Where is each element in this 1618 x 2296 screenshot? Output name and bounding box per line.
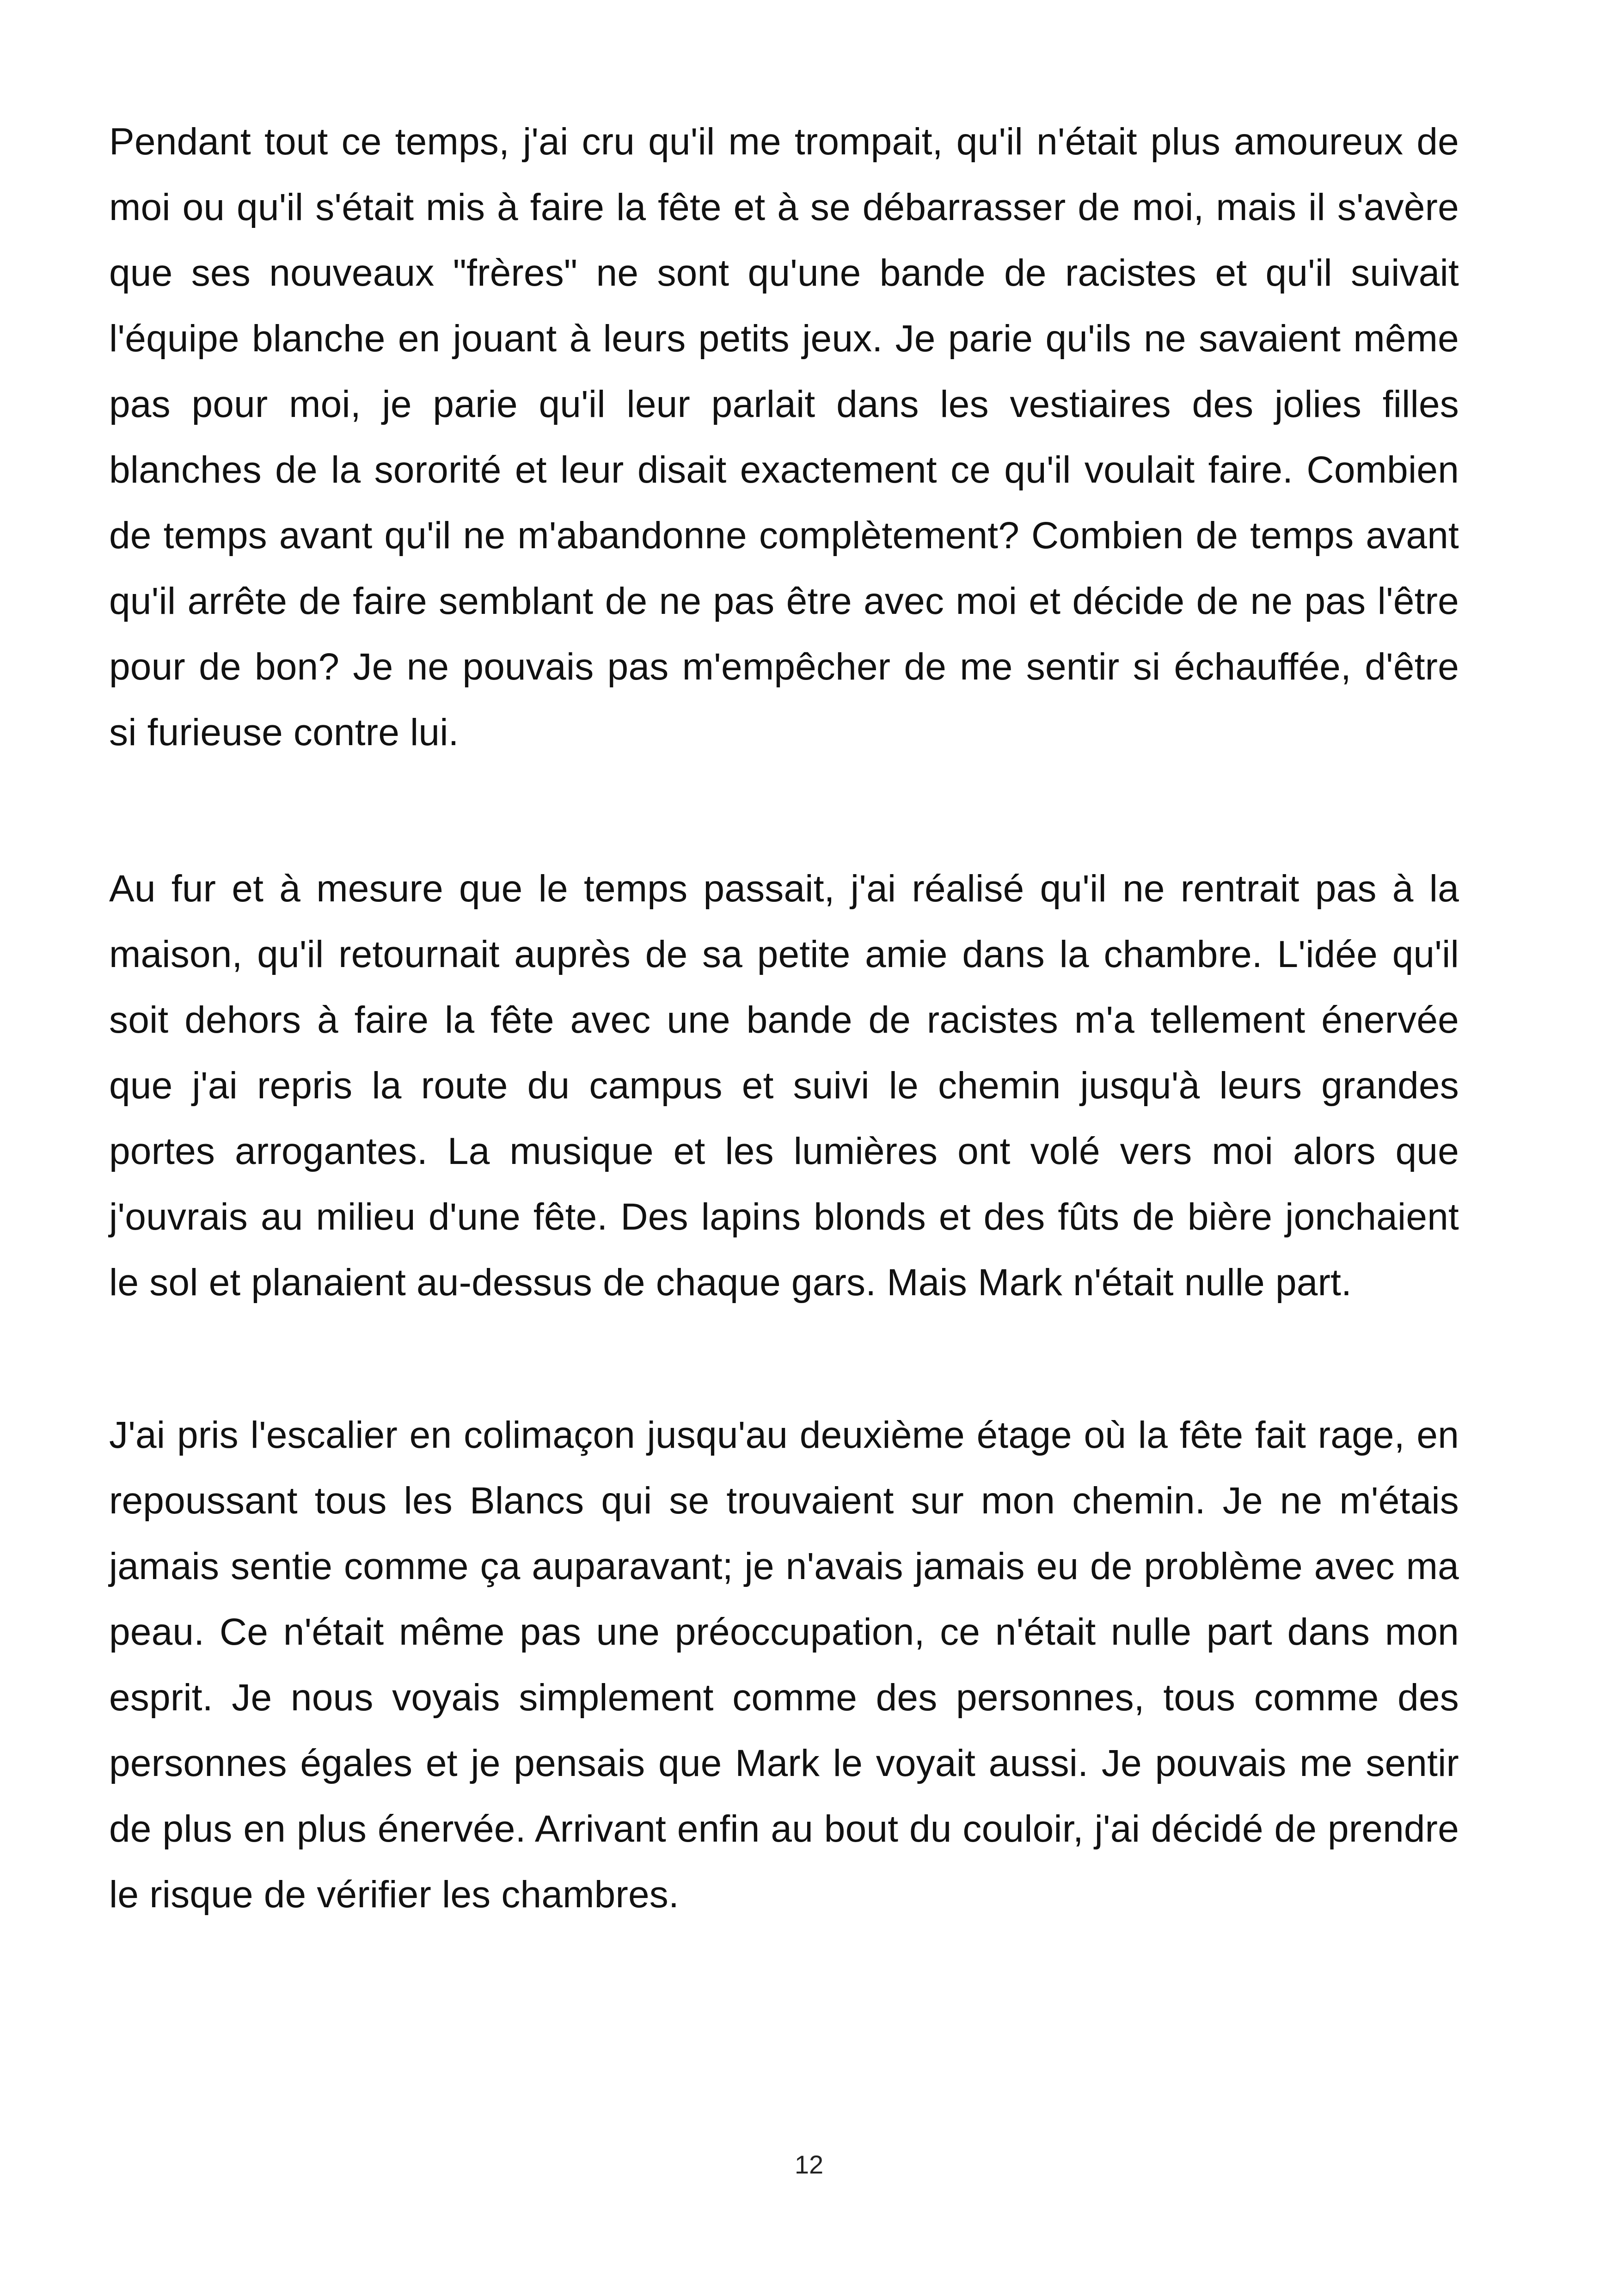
paragraph-text: J'ai pris l'escalier en colimaçon jusqu'au deuxième étage où la fête fait rage, en repoussant tous les Blancs qui se trouvaient sur mon chemin. Je ne m'étais jamais sentie comme ça auparavant; je n'avais jamais eu de problème avec ma peau. Ce n'était même pas une préoccupation, ce n'était nulle part dans mon esprit. Je nous voyais simplement comme des personnes, tous comme des personnes égales et je pensais que Mark le voyait aussi. Je pouvais me sentir de plus en plus énervée. Arrivant enfin au bout du couloir, j'ai décidé de prendre le risque de vérifier les chambres.	[109, 1414, 1459, 1916]
page-number: 12	[794, 2150, 824, 2179]
paragraph-text: Pendant tout ce temps, j'ai cru qu'il me trompait, qu'il n'était plus amoureux de moi ou qu'il s'était mis à faire la fête et à se débarrasser de moi, mais il s'avère que ses nouveaux "frères" ne sont qu'une bande de racistes et qu'il suivait l'équipe blanche en jouant à leurs petits jeux. Je parie qu'ils ne savaient même pas pour moi, je parie qu'il leur parlait dans les vestiaires des jolies filles blanches de la sororité et leur disait exactement ce qu'il voulait faire. Combien de temps avant qu'il ne m'abandonne complètement? Combien de temps avant qu'il arrête de faire semblant de ne pas être avec moi et décide de ne pas l'être pour de bon? Je ne pouvais pas m'empêcher de me sentir si échauffée, d'être si furieuse contre lui.	[109, 121, 1459, 753]
body-paragraph-2	[109, 856, 1459, 1316]
body-paragraph-1	[109, 109, 1459, 765]
paragraph-text: Au fur et à mesure que le temps passait, j'ai réalisé qu'il ne rentrait pas à la maison, qu'il retournait auprès de sa petite amie dans la chambre. L'idée qu'il soit dehors à faire la fête avec une bande de racistes m'a tellement énervée que j'ai repris la route du campus et suivi le chemin jusqu'à leurs grandes portes arrogantes. La musique et les lumières ont volé vers moi alors que j'ouvrais au milieu d'une fête. Des lapins blonds et des fûts de bière jonchaient le sol et planaient au-dessus de chaque gars. Mais Mark n'était nulle part.	[109, 868, 1459, 1304]
body-paragraph-3	[109, 1402, 1459, 1928]
